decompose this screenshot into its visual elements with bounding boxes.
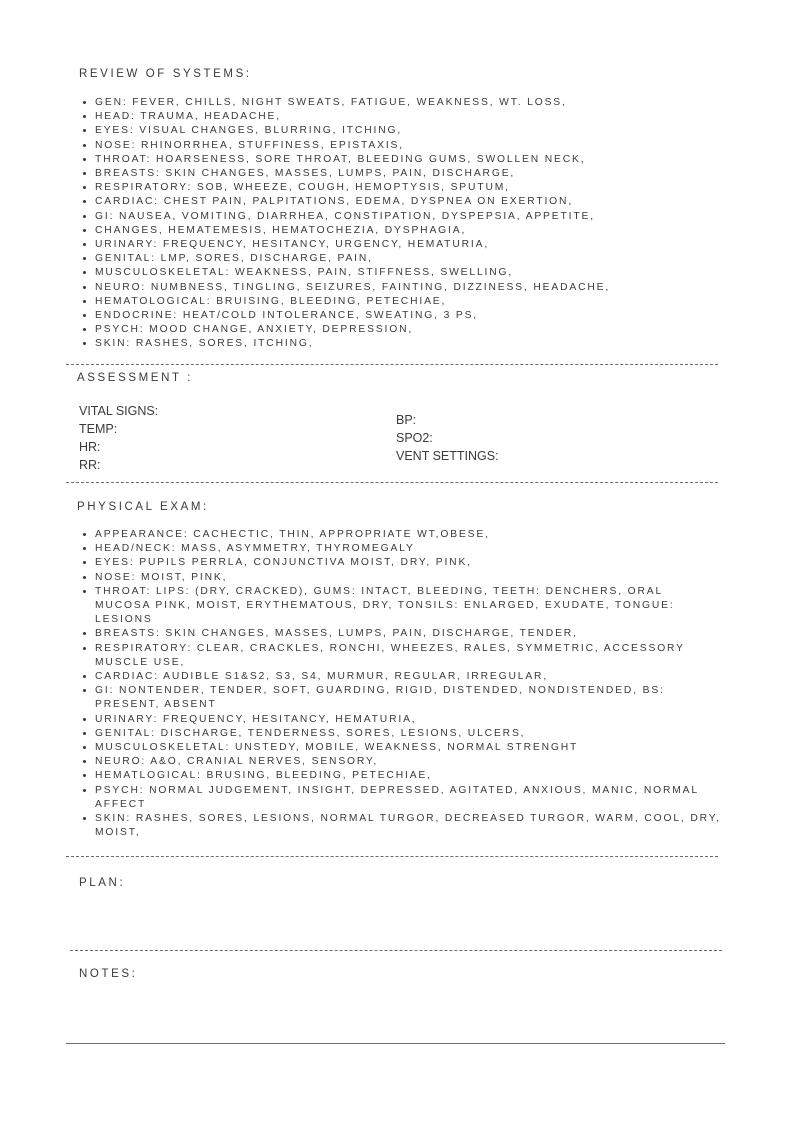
list-item: • CARDIAC: AUDIBLE S1&S2, S3, S4, MURMUR, REGULAR, IRREGULAR, (95, 670, 721, 684)
vital-signs-left (79, 402, 158, 474)
bp-label: BP: (396, 413, 417, 427)
list-item: • HEMATOLOGICAL: BRUISING, BLEEDING, PETECHIAE, (95, 295, 695, 309)
list-item: • NEURO: A&O, CRANIAL NERVES, SENSORY, (95, 755, 721, 769)
assessment-heading: ASSESSMENT : (77, 372, 193, 384)
list-item: • MUSCULOSKELETAL: WEAKNESS, PAIN, STIFFNESS, SWELLING, (95, 266, 695, 280)
list-item: • RESPIRATORY: CLEAR, CRACKLES, RONCHI, WHEEZES, RALES, SYMMETRIC, ACCESSORY MUSCLE USE, (95, 642, 721, 670)
list-item: • URINARY: FREQUENCY, HESITANCY, URGENCY, HEMATURIA, (95, 238, 695, 252)
section-divider (70, 950, 722, 951)
list-item: • RESPIRATORY: SOB, WHEEZE, COUGH, HEMOPTYSIS, SPUTUM, (95, 181, 695, 195)
list-item: • GI: NONTENDER, TENDER, SOFT, GUARDING, RIGID, DISTENDED, NONDISTENDED, BS: PRESENT, ABSENT (95, 684, 721, 712)
review-of-systems-list (79, 96, 695, 352)
list-item: • APPEARANCE: CACHECTIC, THIN, APPROPRIATE WT,OBESE, (95, 528, 721, 542)
list-item: • GENITAL: LMP, SORES, DISCHARGE, PAIN, (95, 252, 695, 266)
review-of-systems-heading: REVIEW OF SYSTEMS: (79, 68, 252, 80)
list-item: • PSYCH: NORMAL JUDGEMENT, INSIGHT, DEPRESSED, AGITATED, ANXIOUS, MANIC, NORMAL AFFECT (95, 784, 721, 812)
list-item: • GENITAL: DISCHARGE, TENDERNESS, SORES, LESIONS, ULCERS, (95, 727, 721, 741)
list-item: • NOSE: MOIST, PINK, (95, 571, 721, 585)
list-item: • BREASTS: SKIN CHANGES, MASSES, LUMPS, PAIN, DISCHARGE, (95, 167, 695, 181)
spo2-label: SPO2: (396, 431, 433, 445)
list-item: • NEURO: NUMBNESS, TINGLING, SEIZURES, FAINTING, DIZZINESS, HEADACHE, (95, 281, 695, 295)
list-item: • MUSCULOSKELETAL: UNSTEDY, MOBILE, WEAKNESS, NORMAL STRENGHT (95, 741, 721, 755)
list-item: • HEAD: TRAUMA, HEADACHE, (95, 110, 695, 124)
vent-settings-label: VENT SETTINGS: (396, 449, 499, 463)
rr-label: RR: (79, 458, 101, 472)
list-item: • URINARY: FREQUENCY, HESITANCY, HEMATURIA, (95, 713, 721, 727)
list-item: • BREASTS: SKIN CHANGES, MASSES, LUMPS, PAIN, DISCHARGE, TENDER, (95, 627, 721, 641)
plan-heading: PLAN: (79, 877, 126, 889)
physical-exam-list (79, 528, 721, 840)
notes-heading: NOTES: (79, 968, 138, 980)
list-item: • PSYCH: MOOD CHANGE, ANXIETY, DEPRESSION, (95, 323, 695, 337)
list-item: • CARDIAC: CHEST PAIN, PALPITATIONS, EDEMA, DYSPNEA ON EXERTION, (95, 195, 695, 209)
list-item: • NOSE: RHINORRHEA, STUFFINESS, EPISTAXIS, (95, 139, 695, 153)
list-item: • HEMATLOGICAL: BRUSING, BLEEDING, PETECHIAE, (95, 769, 721, 783)
list-item: • SKIN: RASHES, SORES, LESIONS, NORMAL TURGOR, DECREASED TURGOR, WARM, COOL, DRY, MOIST, (95, 812, 721, 840)
section-divider (66, 364, 718, 365)
list-item: • EYES: PUPILS PERRLA, CONJUNCTIVA MOIST, DRY, PINK, (95, 556, 721, 570)
list-item: • GI: NAUSEA, VOMITING, DIARRHEA, CONSTIPATION, DYSPEPSIA, APPETITE, (95, 210, 695, 224)
list-item: • ENDOCRINE: HEAT/COLD INTOLERANCE, SWEATING, 3 PS, (95, 309, 695, 323)
hr-label: HR: (79, 440, 101, 454)
physical-exam-heading: PHYSICAL EXAM: (77, 501, 209, 513)
list-item: • THROAT: HOARSENESS, SORE THROAT, BLEEDING GUMS, SWOLLEN NECK, (95, 153, 695, 167)
list-item: • SKIN: RASHES, SORES, ITCHING, (95, 337, 695, 351)
vital-signs-label: VITAL SIGNS: (79, 404, 159, 418)
list-item: • THROAT: LIPS: (DRY, CRACKED), GUMS: INTACT, BLEEDING, TEETH: DENCHERS, ORAL MUCOSA PINK, MOIST, ERYTHEMATOUS, DRY, TONSILS: ENLARGED, EXUDATE, TONGUE: LESIONS (95, 585, 721, 628)
vital-signs-right (396, 411, 499, 465)
list-item: • CHANGES, HEMATEMESIS, HEMATOCHEZIA, DYSPHAGIA, (95, 224, 695, 238)
list-item: • GEN: FEVER, CHILLS, NIGHT SWEATS, FATIGUE, WEAKNESS, WT. LOSS, (95, 96, 695, 110)
section-divider (66, 856, 718, 857)
list-item: • HEAD/NECK: MASS, ASYMMETRY, THYROMEGALY (95, 542, 721, 556)
temp-label: TEMP: (79, 422, 118, 436)
list-item: • EYES: VISUAL CHANGES, BLURRING, ITCHING, (95, 124, 695, 138)
notes-bottom-line (66, 1043, 725, 1044)
section-divider (66, 482, 718, 483)
